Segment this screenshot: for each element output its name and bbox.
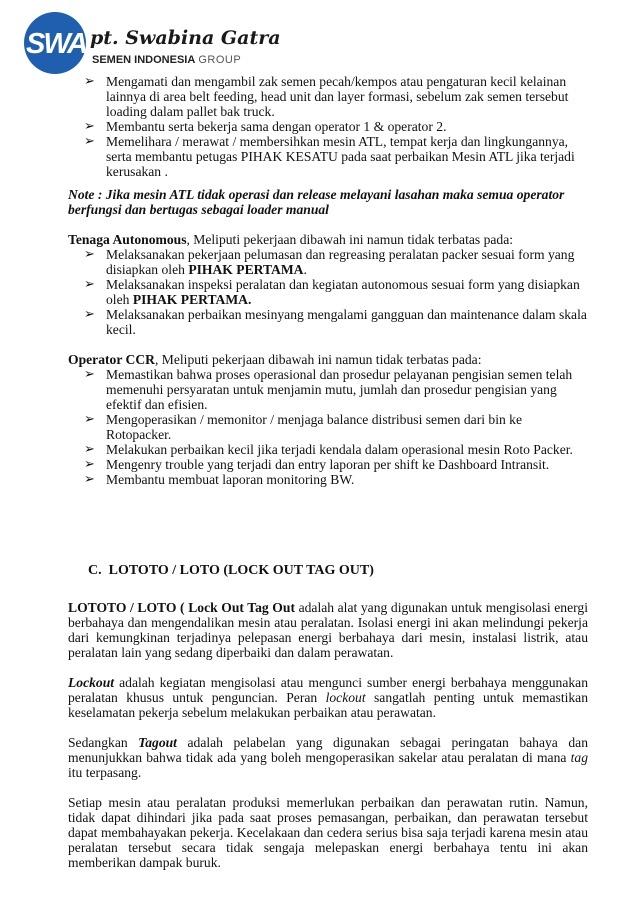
arrow-bullet-icon: ➢ — [84, 472, 95, 487]
arrow-bullet-icon: ➢ — [84, 307, 95, 322]
list-item: ➢ Memelihara / merawat / membersihkan mesin ATL, tempat kerja dan lingkungannya, serta membantu petugas PIHAK KESATU pada saat perbaikan Mesin ATL jika terjadi kerusakan . — [84, 134, 575, 179]
note-text: Note : Jika mesin ATL tidak operasi dan release melayani lasahan maka semua operator berfungsi dan bertugas sebagai loader manual — [68, 187, 565, 217]
list-item: ➢ Membantu serta bekerja sama dengan operator 1 & operator 2. — [84, 119, 447, 134]
arrow-bullet-icon: ➢ — [84, 457, 95, 472]
arrow-bullet-icon: ➢ — [84, 247, 95, 262]
list-item: ➢ Mengoperasikan / memonitor / menjaga balance distribusi semen dari bin ke Rotopacker. — [84, 412, 523, 442]
arrow-bullet-icon: ➢ — [84, 442, 95, 457]
document-body — [68, 74, 588, 870]
group-suffix: GROUP — [198, 54, 242, 66]
list-item: ➢ Memastikan bahwa proses operasional dan prosedur pelayanan pengisian semen telah memenuhi persyaratan untuk menjamin mutu, jumlah dan prosedur pengisian yang efektif dan efisien. — [84, 367, 573, 412]
list-item: ➢ Mengenry trouble yang terjadi dan entry laporan per shift ke Dashboard Intransit. — [84, 457, 550, 472]
list-item: ➢ Melaksanakan perbaikan mesinyang mengalami gangguan dan maintenance dalam skala kecil. — [84, 307, 587, 337]
logo-mark: SWA — [26, 28, 87, 60]
tenaga-intro: Tenaga Autonomous, Meliputi pekerjaan dibawah ini namun tidak terbatas pada: — [68, 232, 514, 247]
arrow-bullet-icon: ➢ — [84, 412, 95, 427]
arrow-bullet-icon: ➢ — [84, 74, 95, 89]
intro-list — [68, 74, 588, 179]
list-item: ➢ Melaksanakan inspeksi peralatan dan kegiatan autonomous sesuai form yang disiapkan oleh PIHAK PERTAMA. — [84, 277, 580, 307]
ccr-title: Operator CCR — [68, 352, 155, 367]
arrow-bullet-icon: ➢ — [84, 277, 95, 292]
arrow-bullet-icon: ➢ — [84, 134, 95, 149]
list-item: ➢ Membantu membuat laporan monitoring BW. — [84, 472, 355, 487]
tenaga-list — [68, 247, 588, 337]
tagout-paragraph: Sedangkan Tagout adalah pelabelan yang digunakan sebagai peringatan bahaya dan menunjukkan bahwa tidak ada yang boleh mengoperasikan sakelar atau peralatan di mana tag itu terpasang. — [68, 735, 588, 780]
maintenance-paragraph: Setiap mesin atau peralatan produksi memerlukan perbaikan dan perawatan rutin. Namun, tidak dapat dihindari jika pada saat proses pemasangan, perbaikan, dan perawatan tersebut dapat membahayakan pekerja. Kecelakaan dan cedera serius bisa saja terjadi karena mesin atau peralatan tersebut secara tidak sengaja melepaskan energi berbahaya tentu ini akan memberikan dampak buruk. — [68, 795, 588, 870]
arrow-bullet-icon: ➢ — [84, 367, 95, 382]
company-name: pt. Swabina Gatra — [90, 27, 281, 49]
ccr-list — [68, 367, 588, 487]
list-item: ➢ Melakukan perbaikan kecil jika terjadi kendala dalam operasional mesin Roto Packer. — [84, 442, 573, 457]
lockout-paragraph: Lockout adalah kegiatan mengisolasi atau mengunci sumber energi berbahaya menggunakan peralatan khusus untuk penguncian. Peran lockout sangatlah penting untuk memastikan keselamatan pekerja sebelum melakukan perbaikan atau perawatan. — [68, 675, 588, 720]
group-brand-name: SEMEN INDONESIA — [92, 54, 196, 66]
group-brand — [92, 54, 241, 66]
ccr-intro: Operator CCR, Meliputi pekerjaan dibawah ini namun tidak terbatas pada: — [68, 352, 482, 367]
arrow-bullet-icon: ➢ — [84, 119, 95, 134]
list-item: ➢ Melaksanakan pekerjaan pelumasan dan regreasing peralatan packer sesuai form yang disiapkan oleh PIHAK PERTAMA. — [84, 247, 575, 277]
lototo-paragraph: LOTOTO / LOTO ( Lock Out Tag Out adalah alat yang digunakan untuk mengisolasi energi berbahaya dan mengendalikan mesin atau peralatan. Isolasi energi ini akan melindungi pekerja dari kemungkinan terjadinya pelepasan energi berbahaya dari mesin, instalasi listrik, atau peralatan lain yang sedang diperbaiki dan dalam perawatan. — [68, 600, 588, 660]
list-item: ➢ Mengamati dan mengambil zak semen pecah/kempos atau pengaturan kecil kelainan lainnya di area belt feeding, head unit dan layer formasi, sebelum zak semen tersebut loading dalam pallet bak truck. — [84, 74, 569, 119]
section-c-heading: C. LOTOTO / LOTO (LOCK OUT TAG OUT) — [88, 563, 374, 578]
company-logo — [24, 12, 281, 74]
tenaga-title: Tenaga Autonomous — [68, 232, 187, 247]
